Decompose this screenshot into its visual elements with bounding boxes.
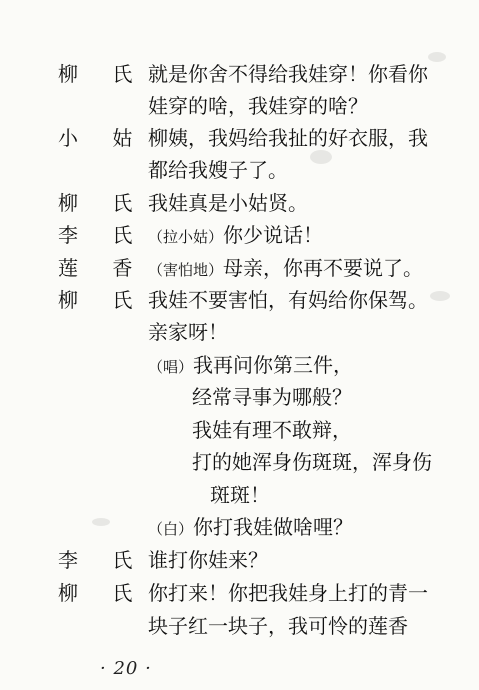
dialogue-line: 我娃真是小姑贤。 (148, 191, 308, 215)
dialogue-line: 柳姨，我妈给我扯的好衣服，我 (148, 126, 428, 150)
speaker-lianxiang: 莲 香 (58, 256, 147, 280)
speaker-liushi: 柳 氏 (58, 62, 147, 86)
dialogue-line: 块子红一块子，我可怜的莲香 (148, 614, 408, 638)
dialogue-text: 母亲，你再不要说了。 (223, 256, 424, 280)
dialogue-line: 亲家呀！ (148, 320, 228, 344)
song-line: 打的她浑身伤斑斑，浑身伤 (192, 450, 432, 474)
scan-mark (430, 291, 450, 301)
dialogue-text: 你打我娃做啥哩？ (193, 515, 354, 539)
page-number: · 20 · (100, 658, 152, 679)
dialogue-line (148, 517, 353, 537)
dialogue-line (148, 258, 423, 278)
dialogue-line: 就是你舍不得给我娃穿！你看你 (148, 62, 428, 86)
dialogue-line: 我娃不要害怕，有妈给你保驾。 (148, 288, 428, 312)
song-line (148, 355, 353, 375)
speaker-lishi: 李 氏 (58, 548, 147, 572)
speaker-xiaogu: 小 姑 (58, 126, 147, 150)
speaker-liushi: 柳 氏 (58, 288, 147, 312)
stage-direction: （白） (148, 520, 194, 538)
song-line: 我娃有理不敢辩， (192, 418, 352, 442)
scan-mark (92, 518, 110, 526)
speaker-liushi: 柳 氏 (58, 581, 147, 605)
song-line: 经常寻事为哪般？ (192, 385, 352, 409)
dialogue-line: 谁打你娃来？ (148, 548, 268, 572)
stage-direction: （害怕地） (148, 261, 224, 279)
scan-mark (310, 150, 332, 164)
song-text: 我再问你第三件， (193, 353, 354, 377)
speaker-liushi: 柳 氏 (58, 191, 147, 215)
speaker-lishi: 李 氏 (58, 223, 147, 247)
stage-direction: （唱） (148, 358, 194, 376)
stage-direction: （拉小姑） (148, 228, 224, 246)
dialogue-line: 你打来！你把我娃身上打的青一 (148, 581, 428, 605)
scan-mark (428, 52, 446, 62)
dialogue-line (148, 225, 323, 245)
dialogue-text: 你少说话！ (223, 223, 324, 247)
song-line: 斑斑！ (210, 483, 270, 507)
dialogue-line: 娃穿的啥，我娃穿的啥？ (148, 94, 368, 118)
dialogue-line: 都给我嫂子了。 (148, 158, 288, 182)
